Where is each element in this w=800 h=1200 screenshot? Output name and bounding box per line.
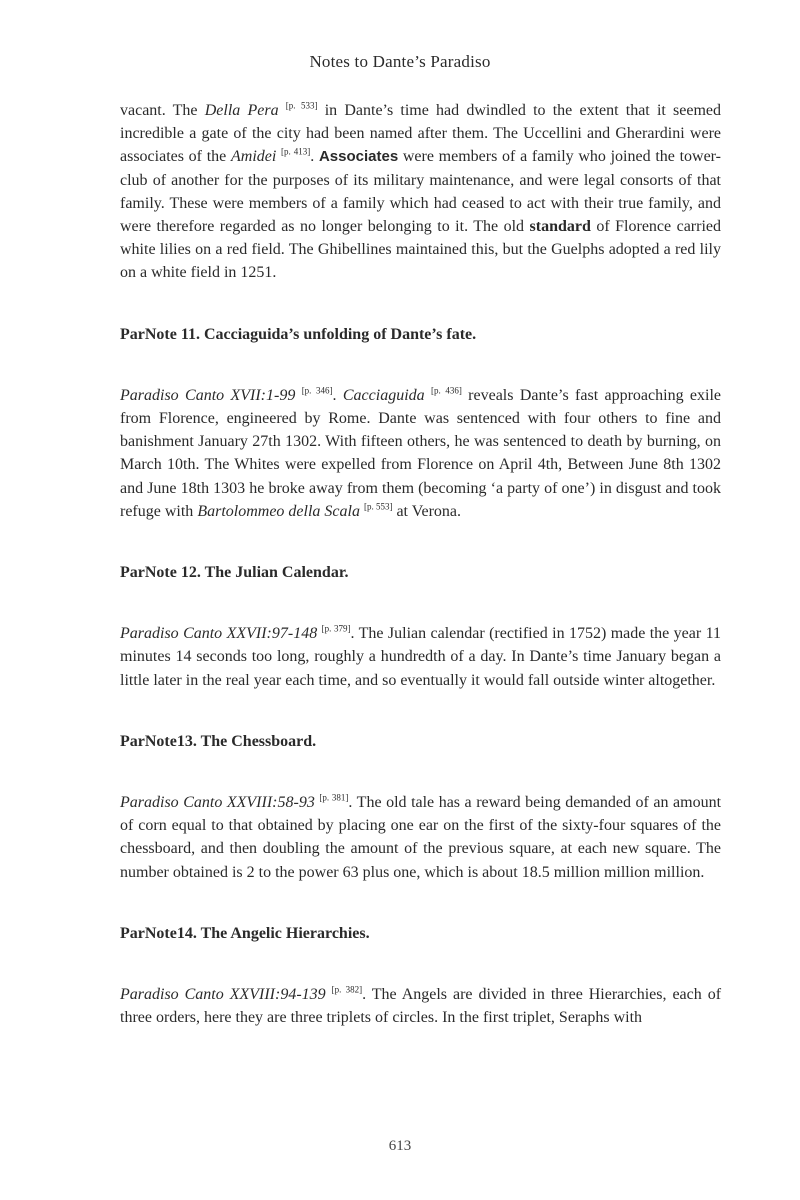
running-head: Notes to Dante’s Paradiso bbox=[309, 52, 491, 71]
amidei-link[interactable]: Amidei bbox=[230, 148, 277, 166]
text-span: . The old tale has a reward being demanded of an amount of corn equal to that obtained by placing one ear on the first of the sixty-four squares of the chessboard, and then doubling the amount of the previous square, at each new square. The number obtained is 2 to the power 63 plus one, which is about 18.5 million million million. bbox=[120, 794, 722, 881]
associates-term: Associates bbox=[318, 148, 399, 166]
page-ref[interactable]: [p. 379] bbox=[321, 623, 351, 634]
text-span: were members of a family who joined the tower-club of another for the purposes of its military maintenance, and were legal consorts of that family. These were members of a family which had ceased to act with their true family, and were therefore regarded as no longer belonging to it. The old bbox=[120, 148, 722, 236]
canto-citation[interactable]: Paradiso Canto XVII:1-99 bbox=[120, 386, 296, 404]
text-span: reveals Dante’s fast approaching exile from Florence, engineered by Rome. Dante was sentenced with four others to fine and banishment January 27th 1302. With fifteen others, he was sentenced to death by burning, on March 10th. The Whites were expelled from Florence on April 4th, Between June 8th 1302 and June 18th 1303 he broke away from them (becoming ‘a party of one’) in disgust and took refuge with bbox=[120, 386, 721, 520]
note-12-paragraph bbox=[120, 622, 721, 692]
page-body bbox=[120, 99, 721, 1029]
text-span: at Verona. bbox=[392, 502, 462, 520]
page-ref[interactable]: [p. 382] bbox=[331, 984, 363, 995]
page-number: 613 bbox=[388, 1138, 412, 1154]
canto-citation[interactable]: Paradiso Canto XXVII:97-148 bbox=[120, 625, 318, 643]
cacciaguida-link[interactable]: Cacciaguida bbox=[342, 386, 425, 404]
note-12-heading: ParNote 12. The Julian Calendar. bbox=[120, 564, 349, 582]
della-pera-link[interactable]: Della Pera bbox=[204, 102, 279, 119]
page-ref[interactable]: [p. 381] bbox=[319, 792, 349, 803]
canto-citation[interactable]: Paradiso Canto XXVIII:94-139 bbox=[120, 986, 326, 1004]
page-ref[interactable]: [p. 553] bbox=[363, 501, 393, 512]
page-ref[interactable]: [p. 346] bbox=[301, 385, 333, 396]
text-span: . bbox=[310, 148, 319, 166]
note-11-heading: ParNote 11. Cacciaguida’s unfolding of Dante’s fate. bbox=[120, 325, 477, 343]
text-span: vacant. The bbox=[120, 102, 205, 119]
note-14-paragraph bbox=[120, 983, 721, 1029]
page-ref[interactable]: [p. 413] bbox=[281, 147, 311, 158]
text-span: . The Julian calendar (rectified in 1752) made the year 11 minutes 14 seconds too long, roughly a hundredth of a day. In Dante’s time January began a little later in the real year each time, and so eventually it would fall outside winter altogether. bbox=[120, 625, 722, 689]
page-ref[interactable]: [p. 533] bbox=[285, 100, 318, 111]
note-11-paragraph bbox=[120, 384, 721, 523]
note-13-paragraph bbox=[120, 791, 721, 884]
page-ref[interactable]: [p. 436] bbox=[430, 385, 462, 396]
canto-citation[interactable]: Paradiso Canto XXVIII:58-93 bbox=[120, 794, 315, 812]
intro-paragraph bbox=[120, 99, 721, 285]
text-span: . The Angels are divided in three Hierarchies, each of three orders, here they are three triplets of circles. In the first triplet, Seraphs with bbox=[120, 986, 722, 1027]
text-span: in Dante’s time had dwindled to the extent that it seemed incredible a gate of the city had been named after them. The Uccellini and Gherardini were associates of the bbox=[120, 102, 722, 166]
text-span: . bbox=[332, 386, 343, 404]
standard-term: standard bbox=[529, 218, 591, 236]
bartolommeo-link[interactable]: Bartolommeo della Scala bbox=[197, 502, 360, 520]
text-span: of Florence carried white lilies on a red field. The Ghibellines maintained this, but the Guelphs adopted a red lily on a white field in 1251. bbox=[120, 218, 721, 282]
note-14-heading: ParNote14. The Angelic Hierarchies. bbox=[120, 924, 370, 942]
note-13-heading: ParNote13. The Chessboard. bbox=[120, 732, 317, 750]
